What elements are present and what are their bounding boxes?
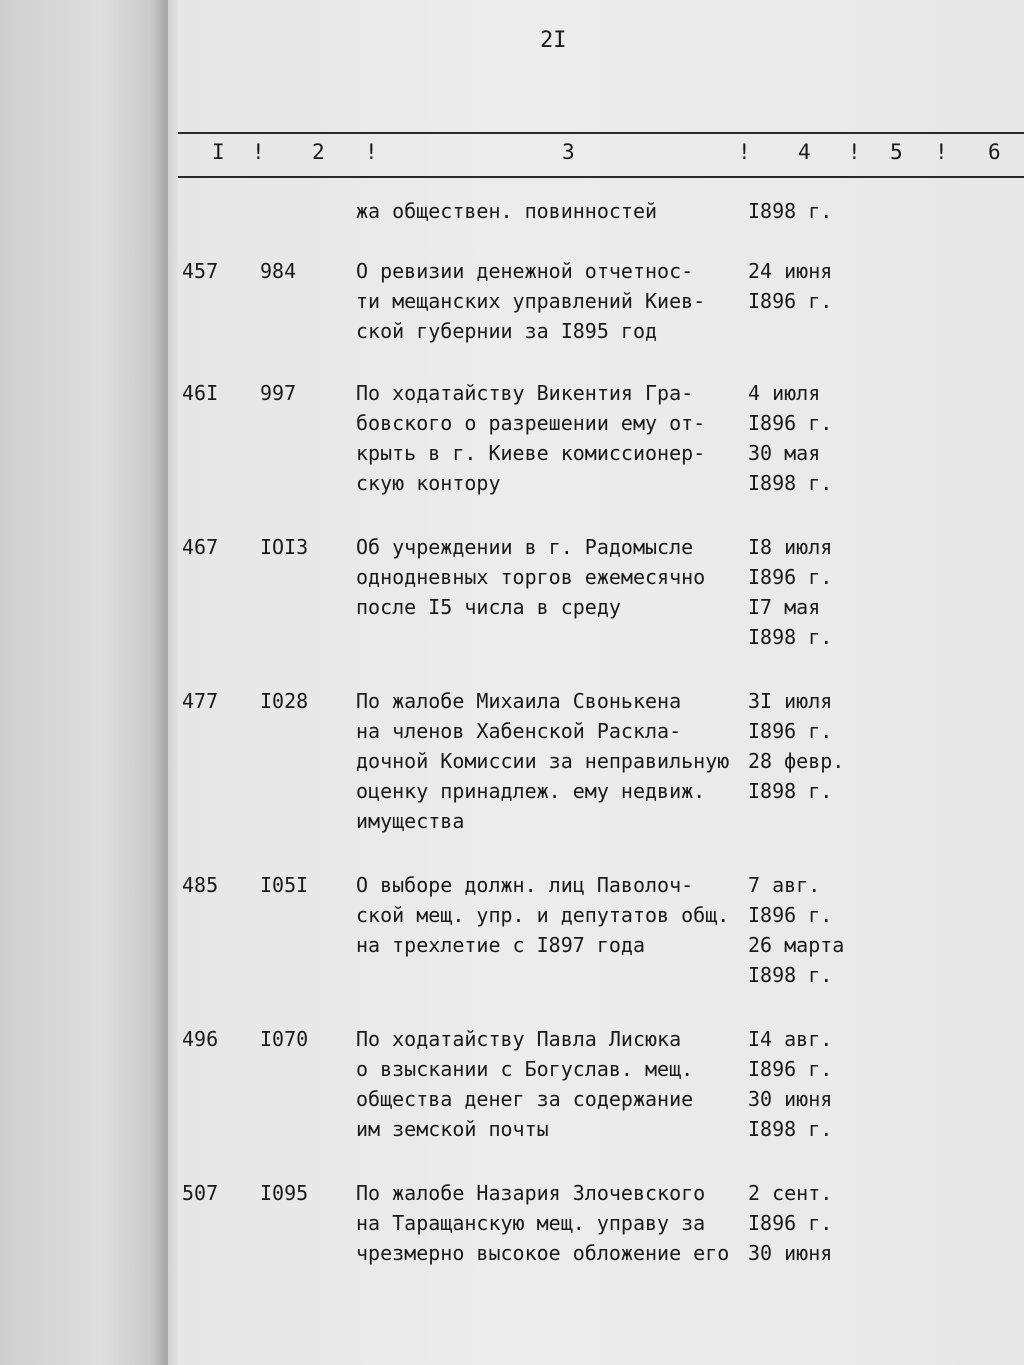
description-line: на членов Хабенской Раскла- <box>356 719 682 743</box>
description-line: ти мещанских управлений Киев- <box>356 289 706 313</box>
item-number: 467 <box>182 535 219 559</box>
description-line: общества денег за содержание <box>356 1087 694 1111</box>
date-line: 30 июня <box>748 1087 833 1111</box>
date-line: I898 г. <box>748 779 833 803</box>
description-line: По ходатайству Викентия Гра- <box>356 381 694 405</box>
date-line: I896 г. <box>748 565 833 589</box>
case-number: I028 <box>260 689 309 713</box>
item-number: 507 <box>182 1181 219 1205</box>
description-line: им земской почты <box>356 1117 549 1141</box>
dates-cell <box>748 1024 868 1144</box>
case-number: I070 <box>260 1027 309 1051</box>
header-top-rule <box>178 132 1024 134</box>
description-line: скую контору <box>356 471 501 495</box>
book-gutter <box>150 0 178 1365</box>
date-line: 24 июня <box>748 259 833 283</box>
description-cell <box>356 196 748 226</box>
page-number: 2I <box>540 28 567 53</box>
item-number: 477 <box>182 689 219 713</box>
date-line: I898 г. <box>748 471 833 495</box>
dates-cell <box>748 532 868 652</box>
header-bottom-rule <box>178 176 1024 178</box>
date-line: I898 г. <box>748 1117 833 1141</box>
description-cell <box>356 870 748 960</box>
column-separator: ! <box>252 140 265 164</box>
date-line: I4 авг. <box>748 1027 833 1051</box>
description-line: О выборе должн. лиц Паволоч- <box>356 873 694 897</box>
description-line: ской губернии за I895 год <box>356 319 658 343</box>
description-line: на трехлетие с I897 года <box>356 933 645 957</box>
description-cell <box>356 686 748 836</box>
dates-cell <box>748 196 868 226</box>
dates-cell <box>748 686 868 806</box>
date-line: I896 г. <box>748 1211 833 1235</box>
description-line: бовского о разрешении ему от- <box>356 411 706 435</box>
case-number: 984 <box>260 259 297 283</box>
column-header: 2 <box>312 140 325 164</box>
date-line: I896 г. <box>748 289 833 313</box>
date-line: 7 авг. <box>748 873 821 897</box>
date-line: I7 мая <box>748 595 821 619</box>
date-line: I896 г. <box>748 903 833 927</box>
description-line: По жалобе Назария Злочевского <box>356 1181 706 1205</box>
description-line: на Таращанскую мещ. управу за <box>356 1211 706 1235</box>
description-line: О ревизии денежной отчетнос- <box>356 259 694 283</box>
case-number: 997 <box>260 381 297 405</box>
dates-cell <box>748 1178 868 1268</box>
column-header: 6 <box>988 140 1001 164</box>
date-line: 2 сент. <box>748 1181 833 1205</box>
date-line: I898 г. <box>748 963 833 987</box>
date-line: 30 июня <box>748 1241 833 1265</box>
description-line: оценку принадлеж. ему недвиж. <box>356 779 706 803</box>
date-line: 4 июля <box>748 381 821 405</box>
description-line: чрезмерно высокое обложение его <box>356 1241 730 1265</box>
date-line: 3I июля <box>748 689 833 713</box>
column-separator: ! <box>365 140 378 164</box>
dates-cell <box>748 256 868 316</box>
description-line: По жалобе Михаила Свонькена <box>356 689 682 713</box>
description-cell <box>356 1178 748 1268</box>
description-line: о взыскании с Богуслав. мещ. <box>356 1057 694 1081</box>
dates-cell <box>748 378 868 498</box>
item-number: 46I <box>182 381 219 405</box>
column-header: I <box>212 140 225 164</box>
description-line: имущества <box>356 809 465 833</box>
item-number: 496 <box>182 1027 219 1051</box>
case-number: IOI3 <box>260 535 309 559</box>
column-header: 4 <box>798 140 811 164</box>
column-header: 3 <box>562 140 575 164</box>
case-number: I05I <box>260 873 309 897</box>
column-header: 5 <box>890 140 903 164</box>
date-line: I898 г. <box>748 199 833 223</box>
column-separator: ! <box>848 140 861 164</box>
description-line: крыть в г. Киеве комиссионер- <box>356 441 706 465</box>
date-line: I896 г. <box>748 1057 833 1081</box>
date-line: I896 г. <box>748 719 833 743</box>
description-line: Об учреждении в г. Радомысле <box>356 535 694 559</box>
date-line: 30 мая <box>748 441 821 465</box>
date-line: I8 июля <box>748 535 833 559</box>
item-number: 457 <box>182 259 219 283</box>
description-line: однодневных торгов ежемесячно <box>356 565 706 589</box>
column-separator: ! <box>738 140 751 164</box>
description-line: дочной Комиссии за неправильную <box>356 749 730 773</box>
case-number: I095 <box>260 1181 309 1205</box>
date-line: 28 февр. <box>748 749 845 773</box>
facing-page <box>0 0 168 1365</box>
description-line: жа обществен. повинностей <box>356 199 658 223</box>
column-separator: ! <box>935 140 948 164</box>
description-line: ской мещ. упр. и депутатов общ. <box>356 903 730 927</box>
date-line: I898 г. <box>748 625 833 649</box>
column-header-row <box>0 140 1024 170</box>
dates-cell <box>748 870 868 990</box>
description-line: По ходатайству Павла Лисюка <box>356 1027 682 1051</box>
date-line: I896 г. <box>748 411 833 435</box>
description-cell <box>356 1024 748 1144</box>
item-number: 485 <box>182 873 219 897</box>
description-cell <box>356 378 748 498</box>
description-cell <box>356 532 748 622</box>
description-cell <box>356 256 748 346</box>
date-line: 26 марта <box>748 933 845 957</box>
description-line: после I5 числа в среду <box>356 595 621 619</box>
